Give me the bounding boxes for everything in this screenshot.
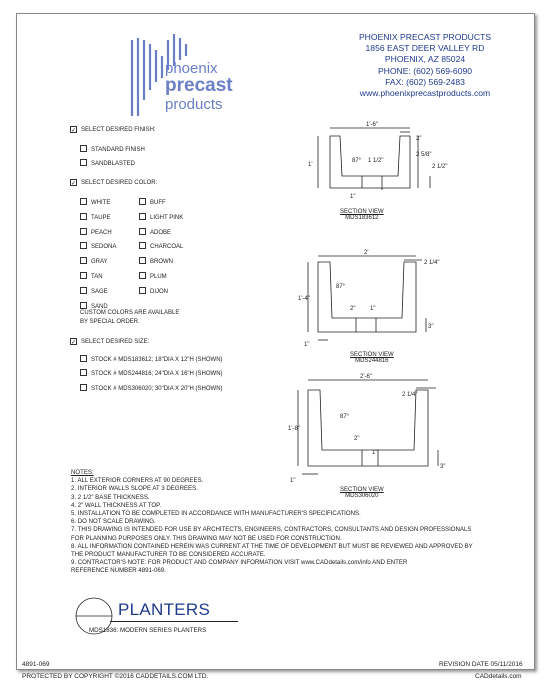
dim-height: 2 1/2" <box>432 164 448 170</box>
dim-angle: 87° <box>352 158 362 164</box>
color-option[interactable]: TAUPE <box>80 213 111 221</box>
section-caption-1: SECTION VIEW MDS183612 <box>340 209 384 221</box>
color-option[interactable]: SAGE <box>80 287 108 295</box>
section-view-mds244816 <box>296 248 456 353</box>
drawing-subtitle: MDS1836: MODERN SERIES PLANTERS <box>89 627 207 634</box>
logo-word-precast: precast <box>165 75 233 96</box>
dim-wall: 2 1/4" <box>424 260 440 266</box>
reference-number: 4891-069 <box>22 661 50 668</box>
custom-colors-note-1: CUSTOM COLORS ARE AVAILABLE <box>80 310 180 316</box>
note-line: REFERENCE NUMBER 4891-069. <box>71 567 166 575</box>
dim-right: 3" <box>428 324 434 330</box>
company-info <box>330 32 520 99</box>
checkbox-icon[interactable] <box>80 369 87 376</box>
company-city: PHOENIX, AZ 85024 <box>384 54 466 65</box>
logo-word-products: products <box>165 96 223 113</box>
dim-wall: 2 1/4" <box>402 392 418 398</box>
dim-wall: 2" <box>416 136 422 142</box>
color-option[interactable]: PLUM <box>139 272 167 280</box>
section-caption-2: SECTION VIEW MDS244816 <box>350 352 394 364</box>
color-option[interactable]: BUFF <box>139 198 166 206</box>
company-name: PHOENIX PRECAST PRODUCTS <box>358 32 492 42</box>
dim-bottom: 1" <box>290 478 296 484</box>
company-website[interactable]: www.phoenixprecastproducts.com <box>359 88 491 99</box>
checked-checkbox-icon[interactable]: ✓ <box>71 181 77 187</box>
color-option[interactable]: BROWN <box>139 257 173 265</box>
dim-base: 1" <box>350 194 356 200</box>
finish-option-standard[interactable]: STANDARD FINISH <box>80 145 145 153</box>
checkbox-icon[interactable] <box>139 257 146 264</box>
note-line: 6. DO NOT SCALE DRAWING. <box>71 518 156 526</box>
checkbox-icon[interactable] <box>80 198 87 205</box>
note-line: 4. 2" WALL THICKNESS AT TOP. <box>71 501 162 509</box>
dim-base-b: 1" <box>372 450 378 456</box>
dim-top: 2'-6" <box>360 374 372 380</box>
notes-block <box>71 469 473 576</box>
checkbox-icon[interactable] <box>80 272 87 279</box>
note-line: 1. ALL EXTERIOR CORNERS AT 90 DEGREES. <box>71 477 204 485</box>
size-option-244816[interactable]: STOCK # MDS244816; 24"DIA X 16"H (SHOWN) <box>80 369 223 377</box>
checked-checkbox-icon[interactable]: ✓ <box>71 128 77 134</box>
section-caption-3: SECTION VIEW MDS306020 <box>340 487 384 499</box>
dim-base-a: 2" <box>354 436 360 442</box>
note-line: 7. THIS DRAWING IS INTENDED FOR USE BY ARCHITECTS, ENGINEERS, CONTRACTORS, CONSULTANTS AND DESIGN PROFESSIONALS <box>71 526 472 534</box>
checkbox-icon[interactable] <box>139 198 146 205</box>
logo-word-phoenix: phoenix <box>165 60 218 77</box>
note-line: FOR PLANNING PURPOSES ONLY. THIS DRAWING MAY NOT BE USED FOR CONSTRUCTION. <box>71 534 342 542</box>
note-line: 8. ALL INFORMATION CONTAINED HEREIN WAS CURRENT AT THE TIME OF DEVELOPMENT BUT MUST BE REVIEWED AND APPROVED BY <box>71 542 473 550</box>
custom-colors-note-2: BY SPECIAL ORDER. <box>80 319 140 325</box>
checkbox-icon[interactable] <box>80 257 87 264</box>
company-fax: FAX: (602) 569-2483 <box>385 76 465 87</box>
color-option[interactable]: LIGHT PINK <box>139 213 183 221</box>
note-line: 5. INSTALLATION TO BE COMPLETED IN ACCORDANCE WITH MANUFACTURER'S SPECIFICATIONS. <box>71 510 361 518</box>
checkbox-icon[interactable] <box>80 355 87 362</box>
checkbox-icon[interactable] <box>80 242 87 249</box>
checkbox-icon[interactable] <box>80 228 87 235</box>
dim-angle: 87° <box>336 284 346 290</box>
copyright: PROTECTED BY COPYRIGHT ©2016 CADDETAILS.COM LTD. <box>22 673 209 680</box>
color-option[interactable]: CHARCOAL <box>139 242 183 250</box>
checkbox-icon[interactable] <box>80 213 87 220</box>
note-line: 3. 2 1/2" BASE THICKNESS. <box>71 493 150 501</box>
color-option[interactable]: ADOBE <box>139 228 171 236</box>
dim-base-a: 2" <box>350 306 356 312</box>
checkbox-icon[interactable] <box>139 242 146 249</box>
checkbox-icon[interactable] <box>139 272 146 279</box>
notes-header: NOTES: <box>71 469 94 476</box>
dim-height: 1'-8" <box>288 426 300 432</box>
checkbox-icon[interactable] <box>139 213 146 220</box>
finish-header[interactable]: ✓ SELECT DESIRED FINISH: <box>71 127 156 134</box>
color-option[interactable]: SAND <box>80 302 108 310</box>
company-address: 1856 EAST DEER VALLEY RD <box>365 43 485 54</box>
checked-checkbox-icon[interactable]: ✓ <box>71 340 77 346</box>
dim-inner: 2 5/8" <box>416 152 432 158</box>
revision-date: REVISION DATE 05/11/2016 <box>439 661 523 668</box>
caddetails-link[interactable]: CADdetails.com <box>475 673 522 680</box>
company-phone: PHONE: (602) 569-6090 <box>377 65 473 76</box>
checkbox-icon[interactable] <box>80 384 87 391</box>
checkbox-icon[interactable] <box>80 159 87 166</box>
note-line: 2. INTERIOR WALLS SLOPE AT 3 DEGREES. <box>71 485 198 493</box>
size-header[interactable]: ✓ SELECT DESIRED SIZE: <box>71 339 150 346</box>
color-header[interactable]: ✓ SELECT DESIRED COLOR: <box>71 180 158 187</box>
color-option[interactable]: TAN <box>80 272 103 280</box>
color-option[interactable]: SEDONA <box>80 242 116 250</box>
dim-bottom: 1" <box>304 342 310 348</box>
size-option-183612[interactable]: STOCK # MDS183612; 18"DIA X 12"H (SHOWN) <box>80 355 223 363</box>
size-option-306020[interactable]: STOCK # MDS306020; 30"DIA X 20"H (SHOWN) <box>80 384 223 392</box>
checkbox-icon[interactable] <box>139 228 146 235</box>
finish-option-sandblasted[interactable]: SANDBLASTED <box>80 159 135 167</box>
dim-angle: 87° <box>340 414 350 420</box>
dim-height: 1'-4" <box>298 296 310 302</box>
dim-top: 1'-6" <box>366 122 378 128</box>
color-option[interactable]: WHITE <box>80 198 110 206</box>
checkbox-icon[interactable] <box>139 287 146 294</box>
dim-top: 2' <box>364 250 369 256</box>
drawing-title: PLANTERS <box>118 600 211 619</box>
color-option[interactable]: PEACH <box>80 228 112 236</box>
section-view-mds183612 <box>300 118 450 210</box>
color-option[interactable]: GRAY <box>80 257 108 265</box>
dim-side: 1' <box>308 162 313 168</box>
color-option[interactable]: DIJON <box>139 287 168 295</box>
checkbox-icon[interactable] <box>80 145 87 152</box>
dim-depth: 1 1/2" <box>368 158 384 164</box>
checkbox-icon[interactable] <box>80 287 87 294</box>
checkbox-icon[interactable] <box>80 302 87 309</box>
dim-right: 3" <box>440 464 446 470</box>
title-underline <box>110 621 238 622</box>
dim-base-b: 1" <box>370 306 376 312</box>
note-line: THE PRODUCT MANUFACTURER TO BE CONSIDERED ACCURATE. <box>71 551 266 559</box>
note-line: 9. CONTRACTOR'S NOTE: FOR PRODUCT AND COMPANY INFORMATION VISIT www.CADdetails.com/info AND ENTER <box>71 559 408 567</box>
notes-list <box>71 477 473 575</box>
